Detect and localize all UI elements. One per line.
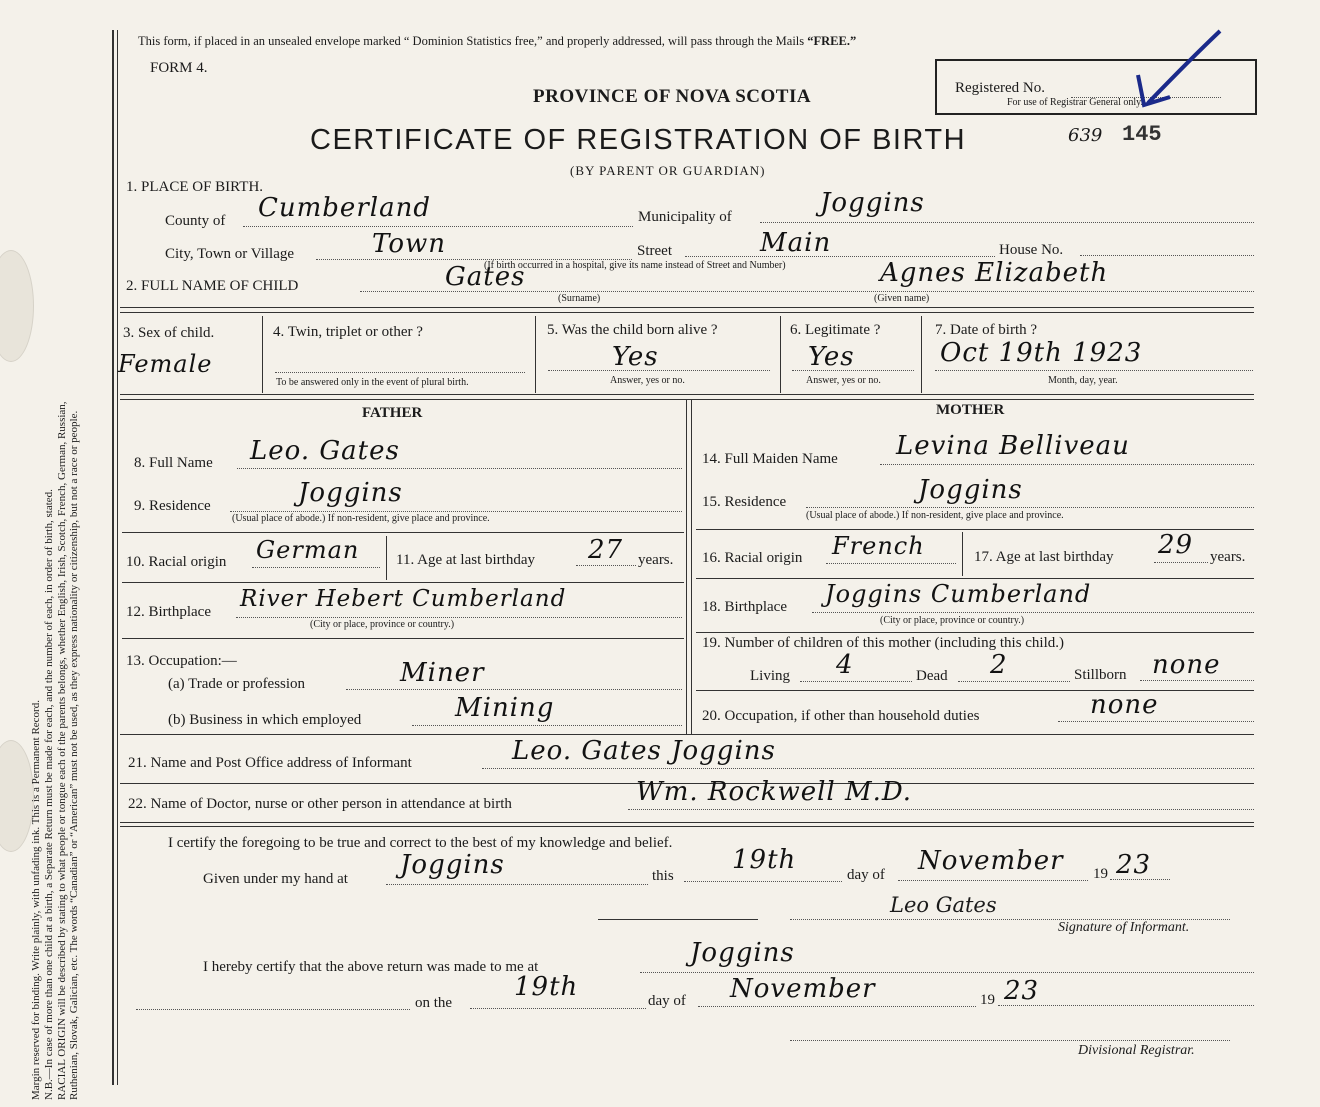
father-name-value: Leo. Gates	[250, 436, 400, 466]
rule	[120, 734, 1254, 735]
rule	[122, 532, 684, 533]
mother-age-label: 17. Age at last birthday	[974, 549, 1114, 565]
dob-note: Month, day, year.	[1048, 375, 1118, 386]
given-month-line	[898, 880, 1088, 881]
child-name-label: 2. FULL NAME OF CHILD	[126, 278, 299, 294]
dob-label: 7. Date of birth ?	[935, 322, 1038, 338]
informant-line	[482, 768, 1254, 769]
street-label: Street	[637, 243, 672, 259]
registrar-place-value: Joggins	[690, 938, 795, 968]
on-the-label: on the	[415, 995, 453, 1011]
registrar-day-of-label: day of	[648, 993, 686, 1009]
mother-origin-value: French	[832, 532, 925, 560]
parent-divider	[691, 399, 692, 734]
registration-number-stamped: 145	[1122, 122, 1162, 147]
municipality-label: Municipality of	[638, 209, 732, 225]
registrar-signature-line	[790, 1040, 1230, 1041]
registrar-place-line	[640, 972, 1254, 973]
dead-line	[958, 681, 1070, 682]
hospital-note: (If birth occurred in a hospital, give its name instead of Street and Number)	[484, 260, 786, 271]
city-label: City, Town or Village	[165, 246, 295, 262]
mother-occupation-label: 20. Occupation, if other than household duties	[702, 708, 980, 724]
father-trade-label: (a) Trade or profession	[168, 676, 306, 692]
father-birthplace-note: (City or place, province or country.)	[310, 619, 455, 630]
alive-note: Answer, yes or no.	[610, 375, 685, 386]
mother-residence-note: (Usual place of abode.) If non-resident, give place and province.	[806, 510, 1064, 521]
dob-value: Oct 19th 1923	[940, 338, 1143, 368]
living-value: 4	[836, 650, 854, 680]
given-year-value: 23	[1116, 850, 1152, 880]
registrar-caption: Divisional Registrar.	[1078, 1043, 1195, 1058]
father-origin-value: German	[256, 536, 360, 564]
registrar-day-value: 19th	[514, 972, 579, 1002]
county-value: Cumberland	[258, 193, 431, 223]
living-line	[800, 681, 912, 682]
divider	[780, 316, 781, 393]
certification-statement: I certify the foregoing to be true and correct to the best of my knowledge and belief.	[168, 835, 673, 851]
house-no-line	[1080, 255, 1254, 256]
child-given-value: Agnes Elizabeth	[880, 258, 1109, 288]
rule	[696, 578, 1254, 579]
informant-signature: Leo Gates	[890, 893, 997, 917]
father-age-line	[576, 565, 636, 566]
father-business-label: (b) Business in which employed	[168, 712, 362, 728]
margin-line-1: Margin reserved for binding. Write plainly, with unfading ink. This is a Permanent Record.	[30, 700, 42, 1100]
father-name-line	[237, 468, 682, 469]
mother-children-label: 19. Number of children of this mother (including this child.)	[702, 635, 1065, 651]
registrar-use-note: For use of Registrar General only.	[1007, 97, 1143, 108]
rule	[696, 632, 1254, 633]
father-heading: FATHER	[362, 405, 423, 421]
mother-residence-label: 15. Residence	[702, 494, 787, 510]
registrar-blank-line	[136, 1009, 410, 1010]
twin-line	[275, 372, 525, 373]
dead-label: Dead	[916, 668, 948, 684]
mother-birthplace-label: 18. Birthplace	[702, 599, 787, 615]
father-birthplace-line	[236, 617, 682, 618]
father-residence-line	[230, 511, 682, 512]
rule	[122, 582, 684, 583]
rule	[120, 826, 1254, 827]
house-no-label: House No.	[999, 242, 1064, 258]
given-place-line	[386, 884, 648, 885]
dead-value: 2	[990, 650, 1008, 680]
father-residence-note: (Usual place of abode.) If non-resident, give place and province.	[232, 513, 490, 524]
divider	[962, 532, 963, 576]
city-value: Town	[372, 229, 446, 259]
mail-notice	[138, 34, 856, 49]
sex-value: Female	[118, 350, 213, 378]
given-name-caption: (Given name)	[874, 293, 930, 304]
alive-value: Yes	[612, 342, 659, 372]
child-surname-value: Gates	[445, 262, 526, 292]
father-business-value: Mining	[455, 693, 555, 723]
registrar-day-line	[470, 1008, 646, 1009]
mother-name-label: 14. Full Maiden Name	[702, 451, 838, 467]
left-border-inner	[117, 30, 118, 1085]
legitimate-label: 6. Legitimate ?	[790, 322, 881, 338]
mother-name-value: Levina Belliveau	[896, 431, 1130, 461]
mother-birthplace-value: Joggins Cumberland	[825, 580, 1092, 608]
parent-divider	[686, 399, 687, 734]
sex-label: 3. Sex of child.	[123, 325, 215, 341]
stillborn-label: Stillborn	[1074, 667, 1127, 683]
informant-label: 21. Name and Post Office address of Informant	[128, 755, 412, 771]
father-trade-line	[346, 689, 682, 690]
binding-hole	[0, 250, 34, 362]
given-place-value: Joggins	[400, 850, 505, 880]
father-residence-label: 9. Residence	[134, 498, 211, 514]
mother-residence-value: Joggins	[918, 475, 1023, 505]
rule	[120, 822, 1254, 823]
living-label: Living	[750, 668, 790, 684]
registrar-year-prefix: 19	[980, 992, 995, 1008]
rule	[120, 399, 1254, 400]
father-origin-label: 10. Racial origin	[126, 554, 227, 570]
registered-no-label: Registered No.	[955, 80, 1045, 96]
left-border	[112, 30, 114, 1085]
legitimate-value: Yes	[808, 342, 855, 372]
registrar-year-value: 23	[1004, 976, 1040, 1006]
doctor-value: Wm. Rockwell M.D.	[636, 777, 913, 807]
municipality-line	[760, 222, 1254, 223]
day-of-label: day of	[847, 867, 885, 883]
certificate-title: CERTIFICATE OF REGISTRATION OF BIRTH	[310, 124, 967, 156]
registrar-month-value: November	[730, 974, 876, 1004]
mother-occupation-line	[1058, 721, 1254, 722]
rule	[120, 394, 1254, 395]
province-heading: PROVINCE OF NOVA SCOTIA	[533, 86, 812, 107]
checkmark-icon	[1120, 25, 1230, 110]
mother-occupation-value: none	[1090, 690, 1159, 720]
margin-line-2: N.B.—In case of more than one child at a birth, a Separate Return must be made for each, and the number of each, in order of birth, stated.	[42, 489, 55, 1100]
father-trade-value: Miner	[400, 658, 485, 688]
mail-notice-text: This form, if placed in an unsealed envelope marked “ Dominion Statistics free,” and properly addressed, will pass through the Mails	[138, 34, 808, 48]
stillborn-value: none	[1152, 650, 1221, 680]
alive-line	[548, 370, 770, 371]
father-business-line	[412, 725, 682, 726]
margin-line-4: Ruthenian, Slovak, Galician, etc. The words “Canadian” or “American” must not be used, as they express nationality or citizenship, but not a race or people.	[68, 410, 81, 1100]
given-month-value: November	[918, 846, 1064, 876]
doctor-line	[628, 809, 1254, 810]
mother-heading: MOTHER	[936, 402, 1005, 418]
informant-value: Leo. Gates Joggins	[512, 736, 776, 766]
mother-birthplace-line	[812, 612, 1254, 613]
father-origin-line	[252, 567, 380, 568]
county-line	[243, 226, 633, 227]
form-number: FORM 4.	[150, 60, 208, 76]
given-under-label: Given under my hand at	[203, 871, 348, 887]
mother-residence-line	[806, 507, 1254, 508]
divider	[921, 316, 922, 393]
surname-caption: (Surname)	[558, 293, 601, 304]
doctor-label: 22. Name of Doctor, nurse or other person in attendance at birth	[128, 796, 512, 812]
mother-origin-line	[826, 563, 956, 564]
registrar-month-line	[698, 1006, 976, 1007]
year-prefix: 19	[1093, 866, 1108, 882]
father-birthplace-label: 12. Birthplace	[126, 604, 211, 620]
father-occupation-label: 13. Occupation:—	[126, 653, 237, 669]
father-birthplace-value: River Hebert Cumberland	[240, 586, 567, 612]
registration-number-handwritten: 639	[1068, 125, 1103, 146]
certificate-subtitle: (BY PARENT OR GUARDIAN)	[570, 163, 766, 178]
place-of-birth-heading: 1. PLACE OF BIRTH.	[126, 179, 264, 195]
rule	[696, 690, 1254, 691]
twin-label: 4. Twin, triplet or other ?	[273, 324, 423, 340]
rule	[120, 307, 1254, 308]
signature-caption: Signature of Informant.	[1058, 920, 1190, 935]
binding-hole	[0, 740, 34, 852]
dob-line	[935, 370, 1253, 371]
mother-age-value: 29	[1158, 530, 1194, 560]
rule	[122, 638, 684, 639]
registrar-statement: I hereby certify that the above return was made to me at	[203, 959, 539, 975]
father-name-label: 8. Full Name	[134, 455, 213, 471]
divider	[535, 316, 536, 393]
alive-label: 5. Was the child born alive ?	[547, 322, 718, 338]
father-residence-value: Joggins	[298, 478, 403, 508]
father-age-label: 11. Age at last birthday	[396, 552, 535, 568]
mother-origin-label: 16. Racial origin	[702, 550, 803, 566]
this-label: this	[652, 868, 674, 884]
father-years-label: years.	[638, 552, 674, 568]
given-day-value: 19th	[732, 845, 797, 875]
margin-instructions	[30, 20, 110, 1100]
rule	[598, 919, 758, 920]
mother-age-line	[1154, 562, 1208, 563]
mother-birthplace-note: (City or place, province or country.)	[880, 615, 1025, 626]
divider	[386, 536, 387, 580]
legitimate-note: Answer, yes or no.	[806, 375, 881, 386]
county-label: County of	[165, 213, 226, 229]
rule	[120, 312, 1254, 313]
father-age-value: 27	[588, 535, 624, 565]
mother-name-line	[880, 464, 1254, 465]
mail-notice-free: “FREE.”	[807, 34, 857, 48]
street-value: Main	[760, 228, 832, 258]
divider	[262, 316, 263, 393]
given-day-line	[684, 881, 842, 882]
mother-years-label: years.	[1210, 549, 1246, 565]
margin-line-3: RACIAL ORIGIN will be described by stating to what people or tongue each of the parents belongs, whether English, Irish, Scotch, French, German, Russian,	[55, 401, 68, 1100]
street-line	[685, 256, 995, 257]
stillborn-line	[1140, 680, 1254, 681]
municipality-value: Joggins	[820, 188, 925, 218]
twin-note: To be answered only in the event of plural birth.	[276, 377, 469, 388]
